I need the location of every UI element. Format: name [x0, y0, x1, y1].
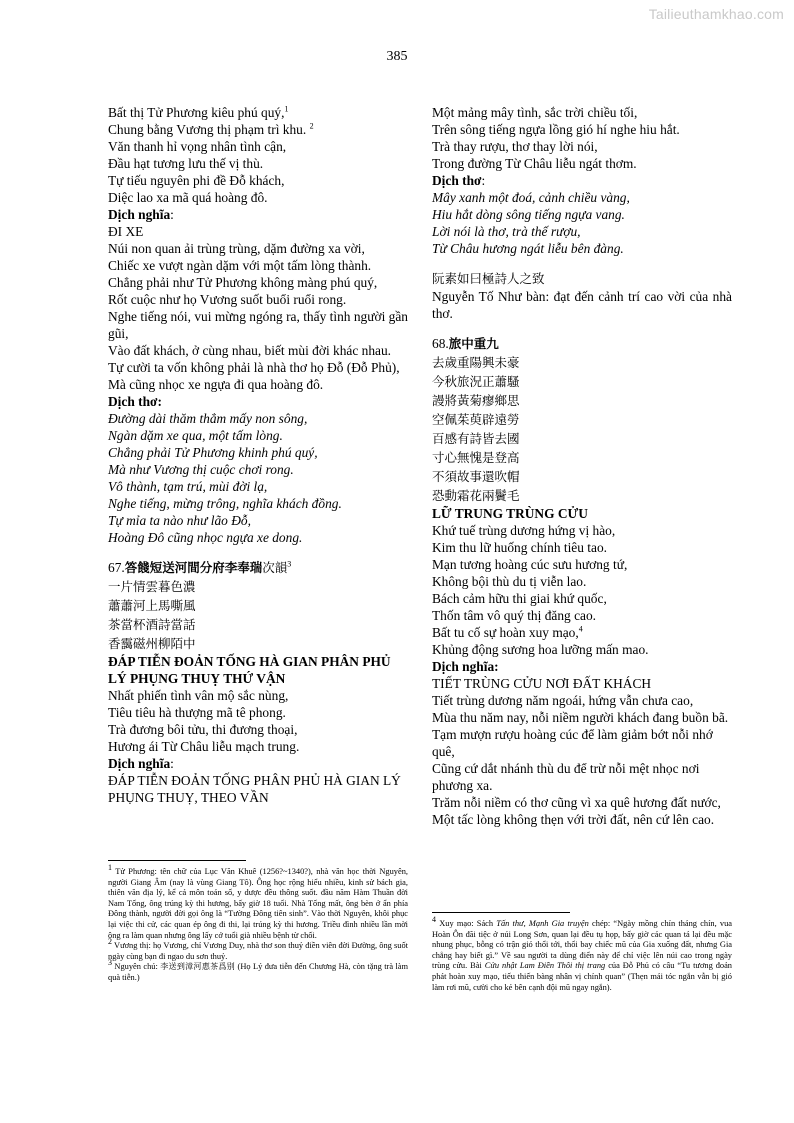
meaning-line: Núi non quan ải trùng trùng, dặm đường xa vời, — [108, 241, 365, 256]
meaning-line: Trên sông tiếng ngựa lồng gió hí nghe hiu hắt. — [432, 122, 680, 137]
meaning-line: Tiết trùng dương năm ngoái, hứng vẫn chưa cao, — [432, 693, 694, 708]
verse-line: Chẳng phải Tử Phương khinh phú quý, — [108, 445, 318, 460]
meaning-continued — [432, 104, 732, 172]
poem-line: Bất thị Tử Phương kiêu phú quý,$^1$ — [108, 104, 289, 120]
meaning-line: Chiếc xe vượt ngàn dặm với một tấm lòng thành. — [108, 258, 372, 273]
poem-line: Không bội thù du tị viễn lao. — [432, 574, 587, 589]
verse-line: Ngàn dặm xe qua, một tấm lòng. — [108, 428, 283, 443]
verse-line: Hoàng Đô cũng nhọc ngựa xe dong. — [108, 530, 303, 545]
verse-line: Lời nói là thơ, trà thế rượu, — [432, 224, 581, 239]
poem68-transliteration — [432, 522, 732, 658]
commentary-text: Nguyễn Tố Như bàn: đạt đến cảnh trí cao vời của nhà thơ. — [432, 289, 732, 321]
cjk-line: 香靄磁州柳陌中 — [108, 636, 196, 651]
cjk-line: 去歲重陽興未豪 — [432, 355, 520, 370]
verse-block — [432, 189, 732, 257]
meaning-line: Trà thay rượu, thơ thay lời nói, — [432, 139, 598, 154]
poem-line: Thốn tâm vô quý thị đăng cao. — [432, 608, 597, 623]
poem-line: Bách cảm hữu thi giai khứ quốc, — [432, 591, 607, 606]
poem-line: Chung bằng Vương thị phạm trì khu. $^2$ — [108, 121, 314, 137]
translation-title: ĐI XE — [108, 224, 144, 239]
poem67-transliteration — [108, 687, 408, 755]
meaning-line: Trong đường Từ Châu liễu ngát thơm. — [432, 156, 637, 171]
poem67-dich-nghia-label: Dịch nghĩa: — [108, 756, 174, 771]
meaning-line: Nghe tiếng nói, vui mừng ngóng ra, thấy tình người gần gũi, — [108, 309, 408, 341]
meaning-line: Cũng cứ dắt nhánh thù du để trừ nỗi mệt nhọc nơi phương xa. — [432, 761, 700, 793]
right-footnotes — [432, 912, 732, 993]
poem-line: Đầu hạt tương lưu thế vị thù. — [108, 156, 264, 171]
cjk-line: 不須故事還吹帽 — [432, 469, 520, 484]
dich-nghia-label: Dịch nghĩa: — [432, 659, 499, 674]
footnote: $^1$ Tử Phương: tên chữ của Lục Văn Khuê (1256?~1340?), nhà văn học thời Nguyên, người Giang Âm (nay là vùng Giang Tô). Ông học rộng hiểu nhiều, kinh sử bách gia, thiên văn địa lý, kể cả môn toán số, y dược đều thông suốt. đầu năm Hàm Thuần đời Nam Tống, ông trúng kỳ thi hương, bấy giờ 18 tuổi. Nhà Tống mất, ông bèn ở ẩn phía Đông thành, người đời gọi ông là “Tường Đông tiên sinh”. Vào thời Nguyên, khôi phục lại việc thi cử, các quan ép ông đi thi, lại trúng kỳ thi hương. Triều đình nhiều lần mời ông ra làm quan nhưng ông lấy cớ tuổi già nhiều bệnh từ chối. — [108, 863, 408, 940]
poem68-cjk — [432, 353, 732, 505]
meaning-line: Rốt cuộc như họ Vương suốt buổi ruổi rong. — [108, 292, 347, 307]
poem-line: Hương ái Từ Châu liễu mạch trung. — [108, 739, 300, 754]
verse-line: Hiu hắt dòng sông tiếng ngựa vang. — [432, 207, 625, 222]
footnote: $^2$ Vương thị: họ Vương, chỉ Vương Duy, nhà thơ son thuỷ điền viên đời Đường, ông suốt ngày cùng bạn đi ngao du sơn thuỷ. — [108, 937, 408, 961]
verse-line: Mây xanh một đoá, cảnh chiều vàng, — [432, 190, 630, 205]
poem-line: Diệc lao xa mã quá hoàng đô. — [108, 190, 268, 205]
meaning-line: Mà cũng nhọc xe ngựa đi qua hoàng đô. — [108, 377, 324, 392]
meaning-line: Một mảng mây tình, sắc trời chiều tối, — [432, 105, 638, 120]
cjk-line: 寸心無愧是登高 — [432, 450, 520, 465]
meaning-title: TIẾT TRÙNG CỬU NƠI ĐẤT KHÁCH — [432, 676, 652, 691]
poem67-title: 67.答餞短送河間分府李奉瑞次韻$^3$ — [108, 559, 292, 575]
meaning-line: Tạm mượn rượu hoàng cúc để làm giảm bớt nỗi nhớ quê, — [432, 727, 713, 759]
footnote-rule — [108, 860, 246, 861]
dich-nghia-label: Dịch nghĩa: — [108, 207, 174, 222]
verse-line: Từ Châu hương ngát liễu bên đàng. — [432, 241, 624, 256]
poem-line: Khủng động sương hoa lưỡng mấn mao. — [432, 642, 649, 657]
cjk-line: 空佩茱萸辟遠勞 — [432, 412, 520, 427]
poem-transliteration — [108, 104, 408, 206]
right-column — [432, 104, 732, 828]
left-footnotes — [108, 860, 408, 984]
footnote: $^3$ Nguyên chú: 李送到漳河惠茶爲别 (Họ Lý đưa tiễn đến Chương Hà, còn tặng trà làm quà tiễn.) — [108, 958, 409, 982]
dich-tho-label: Dịch thơ: — [108, 394, 162, 409]
poem-line: Kim thu lữ huống chính tiêu tao. — [432, 540, 607, 555]
cjk-line: 茶當杯酒詩當話 — [108, 617, 196, 632]
cjk-line: 百感有詩皆去國 — [432, 431, 520, 446]
footnote-rule — [432, 912, 570, 913]
poem67-meaning-title: ĐÁP TIỄN ĐOẢN TỐNG PHÂN PHỦ HÀ GIAN LÝ PHỤNG THUỴ, THEO VẦN — [108, 773, 401, 805]
left-column — [108, 104, 408, 806]
poem67-heading: ĐÁP TIỄN ĐOẢN TỐNG HÀ GIAN PHÂN PHỦ LÝ PHỤNG THUỴ THỨ VẬN — [108, 654, 391, 686]
meaning-line: Trăm nỗi niềm có thơ cũng vì xa quê hương đất nước, — [432, 795, 721, 810]
poem-line: Trà đương bôi tửu, thi đương thoại, — [108, 722, 298, 737]
poem-line: Văn thanh hỉ vọng nhân tình cận, — [108, 139, 287, 154]
commentary-cjk: 阮素如曰極詩人之致 — [432, 271, 545, 286]
meaning-line: Tự cười ta vốn không phải là nhà thơ họ Đỗ (Đỗ Phủ), — [108, 360, 400, 375]
poem-line: Khứ tuế trùng dương hứng vị hào, — [432, 523, 616, 538]
poem-line: Nhất phiến tình vân mộ sắc nùng, — [108, 688, 289, 703]
cjk-line: 一片情雲暮色濃 — [108, 579, 196, 594]
verse-line: Đường dài thăm thẳm mấy non sông, — [108, 411, 308, 426]
meaning-line: Một tấc lòng không thẹn với trời đất, nên cứ lên cao. — [432, 812, 715, 827]
dich-tho-label: Dịch thơ: — [432, 173, 486, 188]
meaning-line: Mùa thu năm nay, nỗi niềm người khách đang buồn bã. — [432, 710, 729, 725]
cjk-line: 蕭蕭河上馬嘶風 — [108, 598, 196, 613]
poem68-title: 68.旅中重九 — [432, 336, 499, 351]
cjk-line: 謾將黃菊瘳鄉思 — [432, 393, 520, 408]
verse-line: Vô thành, tạm trú, mùi đời lạ, — [108, 479, 268, 494]
poem68-heading: LỮ TRUNG TRÙNG CỬU — [432, 506, 588, 521]
cjk-line: 恐動霜花兩鬢毛 — [432, 488, 520, 503]
poem-line: Bất tu cố sự hoàn xuy mạo,$^4$ — [432, 624, 583, 640]
page-number: 385 — [386, 49, 408, 64]
poem-line: Mạn tương hoàng cúc sưu hương tứ, — [432, 557, 628, 572]
meaning-line: Vào đất khách, ở cùng nhau, biết mùi đời khác nhau. — [108, 343, 392, 358]
poem-line: Tiêu tiêu hà thượng mã tê phong. — [108, 705, 286, 720]
cjk-line: 今秋旅況正蕭騷 — [432, 374, 520, 389]
poem-line: Tự tiếu nguyên phi đề Đỗ khách, — [108, 173, 285, 188]
meaning-line: Chẳng phải như Tử Phương không màng phú quý, — [108, 275, 378, 290]
verse-line: Nghe tiếng, mừng trông, nghĩa khách đồng. — [108, 496, 342, 511]
verse-line: Mà như Vương thị cuộc chơi rong. — [108, 462, 294, 477]
footnote: $^4$ Xuy mạo: Sách Tấn thư, Mạnh Gia truyện chép: “Ngày mồng chín tháng chín, vua Hoàn Ôn đãi tiệc ở núi Long Sơn, quan lại đều tụ họp, bấy giờ các quan tá lại đều mặc nhung phục, bỗng có trận gió thổi tới, thổi bay chiếc mũ của Gia xuống đất, nhưng Gia chẳng hay biết gì.” Về sau người ta dùng điển này để chỉ việc lên núi cao trong ngày trùng cửu. Bài Cửu nhật Lam Điền Thôi thị trang của Đỗ Phủ có câu “Tu tương đoản phát hoàn xuy mạo, tiếu thiến bàng nhân vị chính quan” (Thẹn mái tóc ngắn vẫn bị gió làm rơi mũ, cười cho kẻ bên cạnh đội mũ ngay ngắn). — [432, 915, 733, 992]
verse-line: Tự mỉa ta nào như lão Đỗ, — [108, 513, 251, 528]
poem67-cjk — [108, 577, 408, 653]
meaning-block — [108, 240, 408, 393]
watermark: Tailieuthamkhao.com — [648, 6, 784, 22]
meaning-block — [432, 692, 732, 828]
verse-block — [108, 410, 408, 546]
